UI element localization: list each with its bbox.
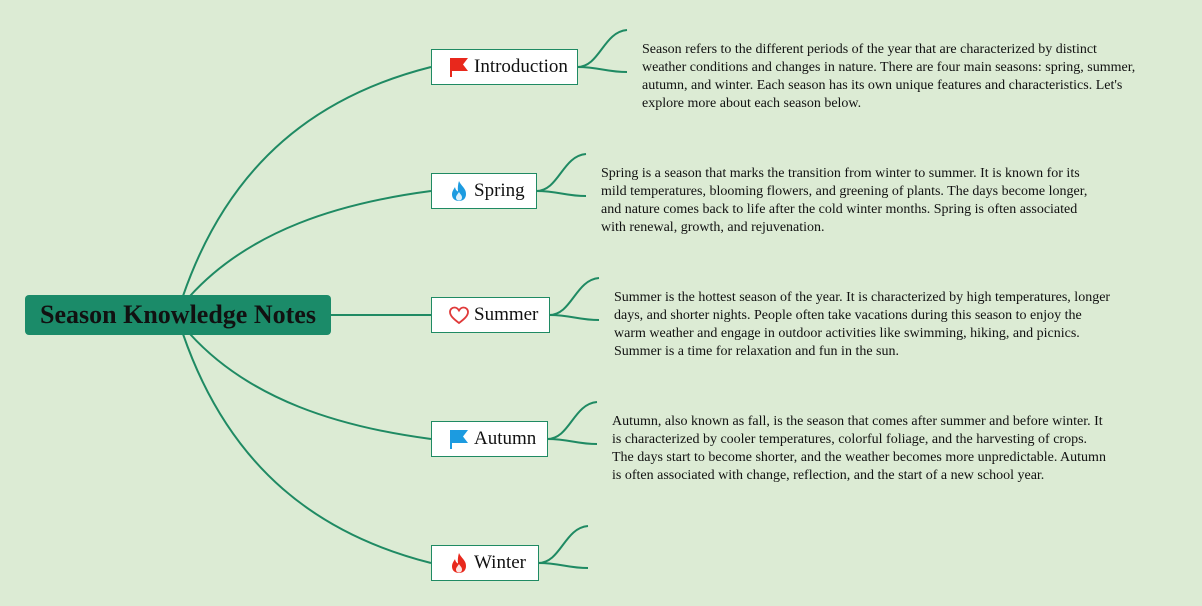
note-autumn: Autumn, also known as fall, is the season that comes after summer and before winter. It is characterized by cooler temperatures, colorful foliage, and the harvesting of crops. The days start to become shorter, and the weather becomes more unpredictable. Autumn is often associated with change, reflection, and the start of a new school year. — [612, 414, 1106, 483]
topic-label: Summer — [474, 304, 539, 325]
topic-label: Autumn — [474, 428, 537, 449]
heart-outline-icon — [448, 304, 470, 326]
topic-label: Spring — [474, 180, 525, 201]
topic-label: Winter — [474, 552, 526, 573]
topic-label: Introduction — [474, 56, 568, 77]
connector-root-introduction — [183, 67, 431, 296]
root-title: Season Knowledge Notes — [40, 300, 316, 329]
note-spring: Spring is a season that marks the transition from winter to summer. It is known for its mild temperatures, blooming flowers, and greening of plants. The days become longer, and nature comes back to life after the cold winter months. Spring is often associated with renewal, growth, and rejuvenation. — [601, 166, 1088, 235]
root-topic[interactable] — [25, 295, 331, 335]
connector-winter-note-a — [538, 526, 588, 563]
topic-autumn[interactable] — [431, 421, 548, 457]
connector-winter-note-b — [538, 563, 588, 568]
note-winter — [603, 537, 1103, 595]
connector-introduction-note-b — [577, 67, 627, 72]
connector-autumn-note-a — [547, 402, 597, 439]
connector-summer-note-a — [549, 278, 599, 315]
connector-autumn-note-b — [547, 439, 597, 444]
connector-root-winter — [183, 334, 431, 563]
topic-winter[interactable] — [431, 545, 539, 581]
blue-flag-icon — [448, 428, 470, 450]
note-summer: Summer is the hottest season of the year. It is characterized by high temperatures, longer days, and shorter nights. People often take vacations during this season to enjoy the warm weather and engage in outdoor activities like swimming, hiking, and picnics. Summer is a time for relaxation and fun in the sun. — [614, 290, 1111, 359]
note-introduction: Season refers to the different periods of the year that are characterized by distinct weather conditions and changes in nature. There are four main seasons: spring, summer, autumn, and winter. Each season has its own unique features and characteristics. Let's explore more about each season below. — [642, 42, 1136, 111]
red-flag-icon — [448, 56, 470, 78]
connector-summer-note-b — [549, 315, 599, 320]
topic-spring[interactable] — [431, 173, 537, 209]
topic-summer[interactable] — [431, 297, 550, 333]
connector-introduction-note-a — [577, 30, 627, 67]
blue-flame-icon — [448, 180, 470, 202]
connector-spring-note-b — [536, 191, 586, 196]
connector-spring-note-a — [536, 154, 586, 191]
topic-introduction[interactable] — [431, 49, 578, 85]
red-flame-icon — [448, 552, 470, 574]
